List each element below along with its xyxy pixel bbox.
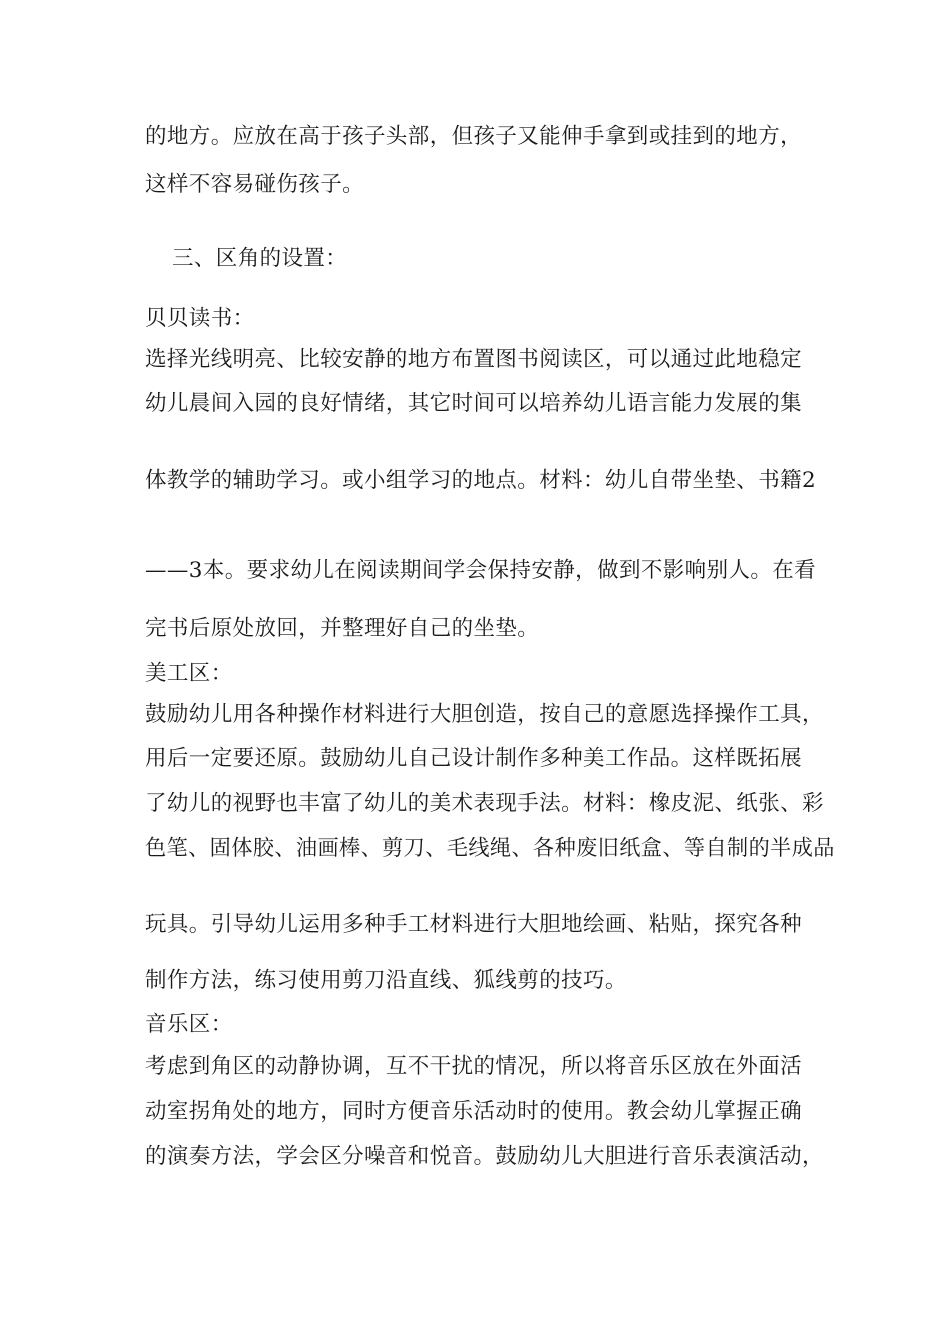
reading-line-5: 完书后原处放回，并整理好自己的坐垫。 [145,616,540,641]
reading-line-4: ——3本。要求幼儿在阅读期间学会保持安静，做到不影响别人。在看 [145,558,817,583]
art-line-3: 了幼儿的视野也丰富了幼儿的美术表现手法。材料：橡皮泥、纸张、彩 [145,791,824,816]
art-title: 美工区： [145,661,233,686]
section-heading: 三、区角的设置： [172,246,348,271]
music-line-2: 动室拐角处的地方，同时方便音乐活动时的使用。教会幼儿掌握正确 [145,1099,803,1124]
music-title: 音乐区： [145,1012,233,1037]
reading-line-1: 选择光线明亮、比较安静的地方布置图书阅读区，可以通过此地稳定 [145,347,803,372]
music-line-3: 的演奏方法，学会区分噪音和悦音。鼓励幼儿大胆进行音乐表演活动， [145,1144,824,1169]
art-line-2: 用后一定要还原。鼓励幼儿自己设计制作多种美工作品。这样既拓展 [145,746,803,771]
reading-title: 贝贝读书： [145,306,255,331]
intro-line-1: 的地方。应放在高于孩子头部，但孩子又能伸手拿到或挂到的地方， [145,124,803,149]
reading-line-3: 体教学的辅助学习。或小组学习的地点。材料：幼儿自带坐垫、书籍2 [145,468,817,493]
art-line-6: 制作方法，练习使用剪刀沿直线、狐线剪的技巧。 [145,968,627,993]
intro-line-2: 这样不容易碰伤孩子。 [145,172,365,197]
art-line-5: 玩具。引导幼儿运用多种手工材料进行大胆地绘画、粘贴，探究各种 [145,912,803,937]
art-line-4: 色笔、固体胶、油画棒、剪刀、毛线绳、各种废旧纸盒、等自制的半成品 [145,836,835,861]
music-line-1: 考虑到角区的动静协调，互不干扰的情况，所以将音乐区放在外面活 [145,1054,803,1079]
reading-line-2: 幼儿晨间入园的良好情绪，其它时间可以培养幼儿语言能力发展的集 [145,391,803,416]
art-line-1: 鼓励幼儿用各种操作材料进行大胆创造，按自己的意愿选择操作工具， [145,702,824,727]
